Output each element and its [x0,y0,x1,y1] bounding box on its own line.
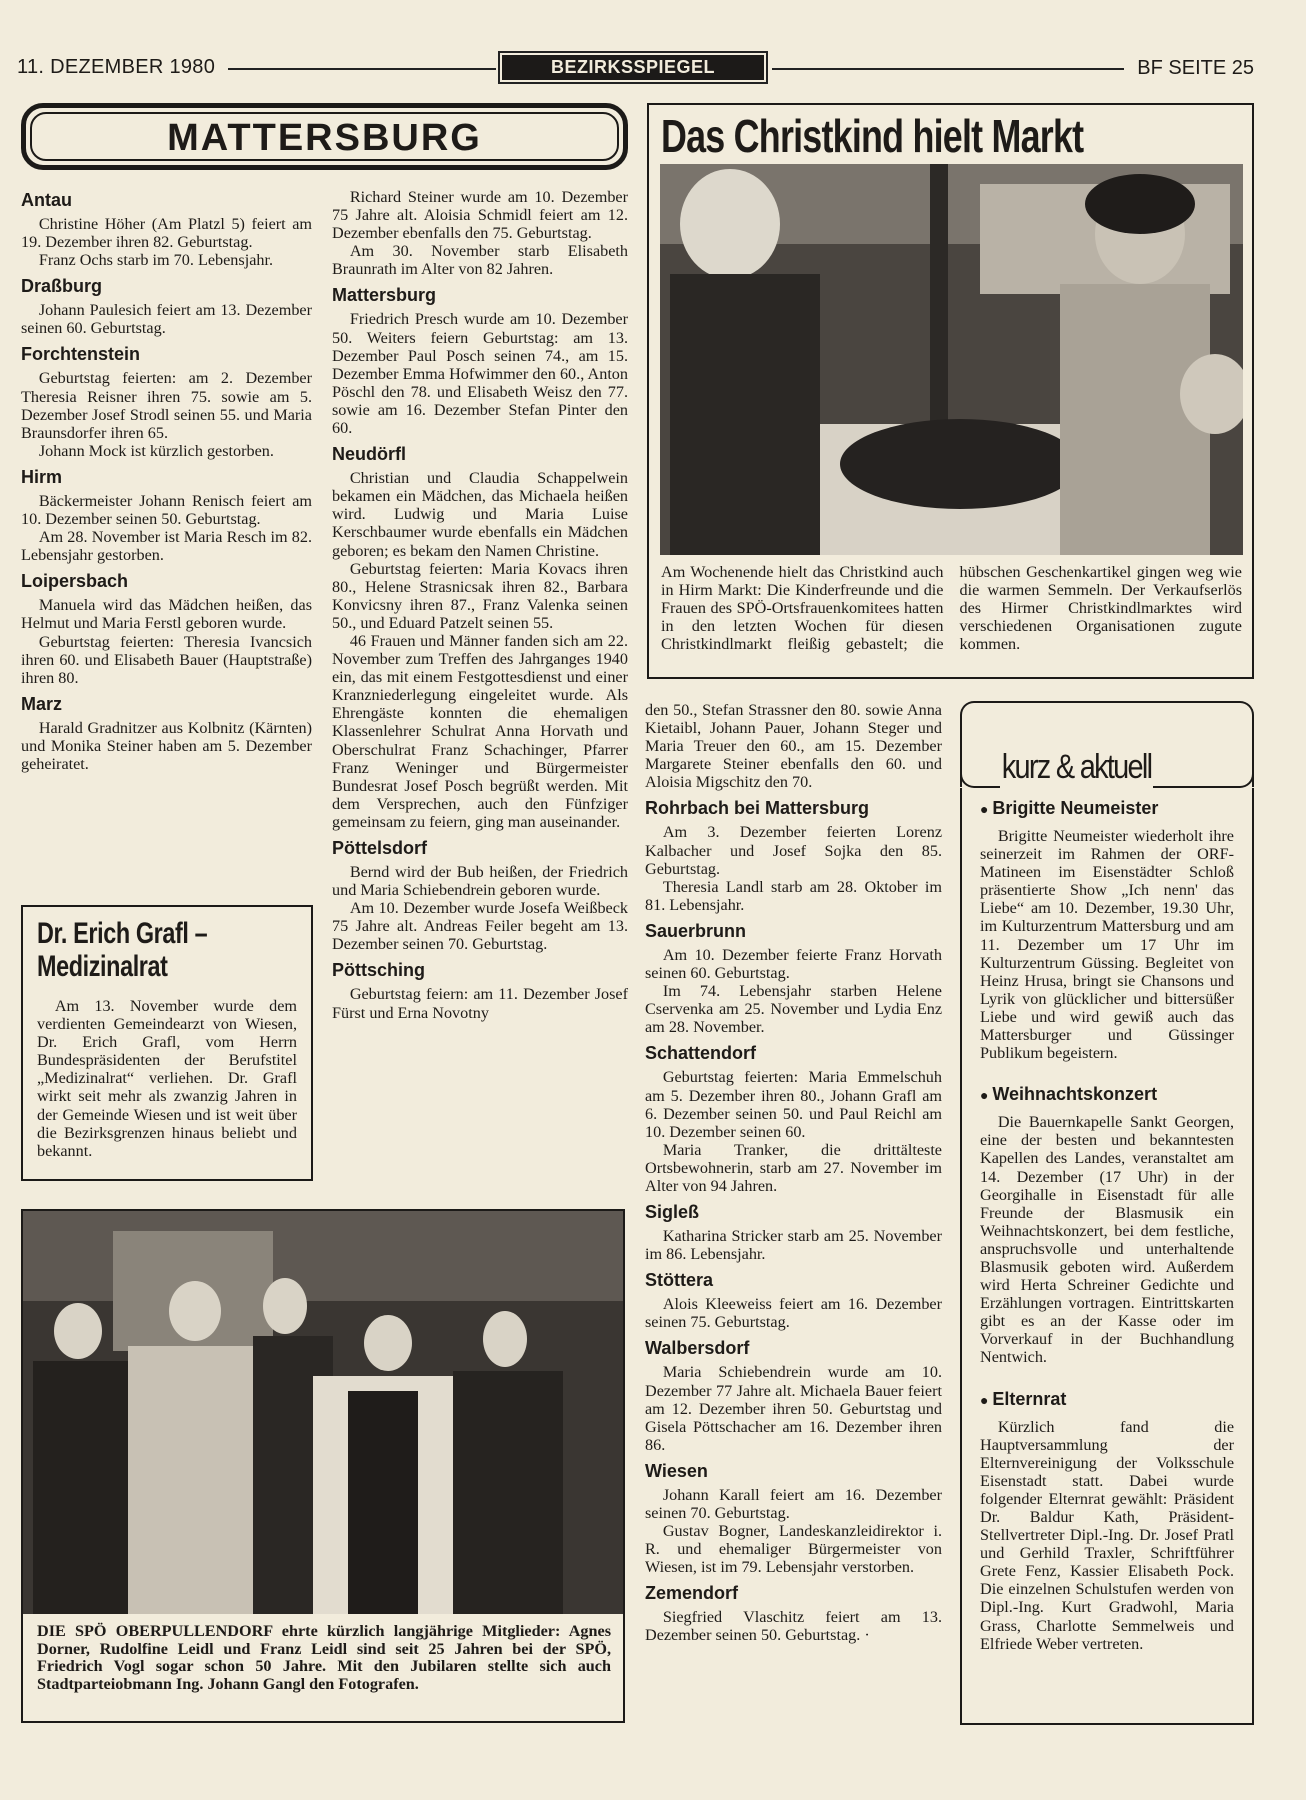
issue-date: 11. DEZEMBER 1980 [17,56,216,78]
section-wiesen [645,1461,942,1576]
section-walbersdorf [645,1338,942,1453]
section-heading: Stöttera [645,1270,714,1291]
caption-lead: DIE SPÖ OBERPULLENDORF [37,1622,273,1640]
section-heading: Rohrbach bei Mattersburg [645,798,870,819]
paragraph: Johann Paulesich feiert am 13. Dezember seinen 60. Geburtstag. [21,301,312,338]
paragraph: Am 10. Dezember feierte Franz Horvath seinen 60. Geburtstag. [645,945,942,983]
kurz-item-title: Weihnachtskonzert [992,1084,1158,1105]
paragraph: Johann Karall feiert am 16. Dezember seinen 70. Geburtstag. [645,1485,942,1522]
paragraph: Christian und Claudia Schappelwein bekamen ein Mädchen, das Michaela heißen wird. Ludwig und Maria Luise Kerschbaumer wurde ebenfalls ein Mädchen geboren; es bekam den Namen Christine. [332,469,628,560]
paragraph: Bäckermeister Johann Renisch feiert am 10. Dezember seinen 50. Geburtstag. [21,491,312,529]
paragraph: Franz Ochs starb im 70. Lebensjahr. [38,251,274,270]
paragraph: Am 10. Dezember wurde Josefa Weißbeck 75 Jahre alt. Andreas Feiler begeht am 13. Dezember seinen 70. Geburtstag. [332,899,628,954]
kurz-item-title: Brigitte Neumeister [992,798,1159,818]
paragraph: Richard Steiner wurde am 10. Dezember 75 Jahre alt. Aloisia Schmidl feiert am 12. Dezember ebenfalls den 75. Geburtstag. [332,188,628,243]
paragraph: Am 3. Dezember feierten Lorenz Kalbacher und Josef Sojka den 85. Geburtstag. [645,823,942,878]
bullet-icon: ● [980,801,993,817]
grafl-box [21,905,313,1181]
paragraph: Am 30. November starb Elisabeth Braunrath im Alter von 82 Jahren. [332,242,628,279]
section-hirm [21,467,312,564]
feature-caption: Am Wochenende hielt das Christkind auch in Hirm Markt: Die Kinderfreunde und die Frauen des SPÖ-Ortsfrauenkomitees hatten in den letzten Wochen für diesen Christkindlmarkt fleißig gebastelt; die hübschen Geschenkartikel gingen weg wie die warmen Semmeln. Der Verkaufserlös des Hirmer Christkindlmarktes wird verschiedenen Organisationen zugute kommen. [661,563,1242,654]
section-heading: Sauerbrunn [645,920,747,941]
section-heading: Draßburg [21,276,102,297]
kurz-item-heading [980,798,1234,819]
section-heading: Sigleß [645,1202,700,1223]
kurz-item-text: Kürzlich fand die Hauptversammlung der Elternvereinigung der Volksschule Eisenstadt statt. Dabei wurde folgender Elternrat gewählt: Präsident Dr. Baldur Kath, Präsident-Stellvertreter Dipl.-Ing. Dr. Josef Pratl und Gerhild Traxler, Schriftführer Grete Fenz, Kassier Elisabeth Pock. Die einzelnen Schulstufen werden von Dipl.-Ing. Kurt Gradwohl, Maria Grass, Charlotte Semmelweis und Elfriede Weber vertreten. [980,1417,1234,1653]
paragraph: Geburtstag feierten: Maria Emmelschuh am 5. Dezember ihren 80., Johann Grafl am 6. Dezember seinen 50. und Paul Reichl am 10. Dezember seinen 60. [645,1068,942,1141]
section-forchtenstein [21,344,312,459]
district-title: MATTERSBURG [30,112,619,161]
bullet-icon: ● [980,1087,993,1104]
section-continued [645,701,942,791]
section-loipersbach [21,571,312,686]
section-mattersburg [332,285,628,437]
section-po-ttelsdorf [332,838,628,953]
section-neudo-rfl [332,444,628,831]
section-antau [21,190,312,269]
section-name: BEZIRKSSPIEGEL [502,55,764,80]
paragraph: Christine Höher (Am Platzl 5) feiert am 19. Dezember ihren 82. Geburtstag. [21,215,312,252]
paragraph: Geburtstag feierten: Maria Kovacs ihren 80., Helene Strasnicsak ihren 82., Barbara Konvicsny ihren 87., Franz Valenka seinen 50., und Eduard Patzelt seinen 55. [332,559,628,632]
paragraph: Harald Gradnitzer aus Kolbnitz (Kärnten) und Monika Steiner haben am 5. Dezember geheiratet. [21,718,312,773]
section-heading: Zemendorf [645,1583,739,1604]
paragraph: Bernd wird der Bub heißen, der Friedrich und Maria Schiebendrein geboren wurde. [332,863,628,900]
paragraph: Manuela wird das Mädchen heißen, das Helmut und Maria Ferstl geboren wurde. [21,596,312,633]
paragraph: Friedrich Presch wurde am 10. Dezember 50. Weiters feiern Geburtstag: am 13. Dezember Paul Posch seinen 74., am 15. Dezember Emma Hofwimmer den 60., Anton Pöschl den 78. und Elisabeth Weisz den 77. sowie am 16. Dezember Stefan Pinter den 60. [332,310,628,438]
grafl-title-1: Dr. Erich Grafl – [37,917,208,950]
paragraph: Geburtstag feierten: am 2. Dezember Theresia Reisner ihren 75. sowie am 5. Dezember Josef Strodl seinen 55. und Maria Braunsdorfer ihren 65. [21,369,312,442]
section-po-ttsching [332,960,628,1021]
section-zemendorf [645,1583,942,1644]
section-heading: Wiesen [645,1460,708,1481]
header-rule [772,68,1124,70]
kurz-item-heading [980,1084,1234,1105]
section-schattendorf [645,1043,942,1195]
section-heading: Pöttelsdorf [332,838,428,858]
column-2 [332,188,628,1022]
feature-box [647,103,1254,679]
paragraph: Maria Tranker, die drittälteste Ortsbewohnerin, starb am 27. November im Alter von 94 Jahren. [645,1140,942,1195]
paragraph: Katharina Stricker starb am 25. November im 86. Lebensjahr. [645,1227,942,1264]
section-marz [21,694,312,773]
section-heading: Mattersburg [332,285,437,306]
section-heading: Forchtenstein [21,344,141,365]
section-badge [498,51,768,84]
christkind-market-photo [660,164,1243,555]
section-sto-ttera [645,1270,942,1331]
paragraph: Im 74. Lebensjahr starben Helene Cservenka am 25. November und Lydia Enz am 28. November. [645,982,942,1037]
section-heading: Neudörfl [332,444,406,465]
column-1 [21,183,312,773]
section-sauerbrunn [645,921,942,1036]
paragraph: Geburtstag feiern: am 11. Dezember Josef Fürst und Erna Novotny [332,985,628,1022]
section-rohrbach-bei-mattersburg [645,798,942,913]
section-heading: Loipersbach [21,571,129,592]
paragraph: Theresia Landl starb am 28. Oktober im 81. Lebensjahr. [645,877,942,914]
paragraph: den 50., Stefan Strassner den 80. sowie Anna Kietaibl, Johann Pauer, Johann Steger und Maria Treuer den 60., am 15. Dezember Margarete Steiner ebenfalls den 60. und Aloisia Migschitz den 70. [645,701,942,792]
kurz-aktuell-box [960,788,1254,1725]
header-rule [228,68,496,70]
paragraph: Geburtstag feierten: Theresia Ivancsich ihren 60. und Elisabeth Bauer (Hauptstraße) ihren 80. [21,632,312,687]
spoe-photo-caption [37,1623,611,1693]
section-heading: Hirm [21,466,63,487]
page-number: BF SEITE 25 [1137,57,1254,79]
section-heading: Antau [21,190,72,210]
paragraph: Johann Mock ist kürzlich gestorben. [38,441,274,460]
section-heading: Schattendorf [645,1043,757,1064]
section-heading: Pöttsching [332,960,425,981]
kurz-item-text: Brigitte Neumeister wiederholt ihre seinerzeit im Rahmen der ORF-Matineen im Eisenstädter Schloß präsentierte Show „Ich nenn' das Liebe“ am 10. Dezember, 19.30 Uhr, im Kulturzentrum Mattersburg und am 11. Dezember um 17 Uhr im Kulturzentrum Güssing. Begleitet von Heinz Hrusa, bringt sie Chansons und Lyrik von glücklicher und bittersüßer Liebe und wird gewiß auch das Mattersburger und Güssinger Publikum begeistern. [980,827,1234,1063]
section-heading: Walbersdorf [645,1338,750,1359]
caption-text: ehrte kürzlich langjährige Mitglieder: Agnes Dorner, Rudolfine Leidl und Franz Leidl sind seit 25 Jahren bei der SPÖ, Friedrich Vogl sogar schon 50 Jahre. Mit den Jubilaren stellte sich auch Stadtparteiobmann Ing. Johann Gangl den Fotografen. [37,1622,611,1693]
district-banner [21,103,628,170]
bullet-icon: ● [980,1391,993,1408]
kurz-item-heading [980,1389,1234,1410]
kurz-title: kurz & aktuell [1000,745,1153,789]
section-sigle [645,1202,942,1263]
kurz-item-text: Die Bauernkapelle Sankt Georgen, eine der besten und bekanntesten Kapellen des Landes, veranstaltet am 14. Dezember (17 Uhr) in der Georgihalle in Eisenstadt für alle Freunde der Blasmusik ein Weihnachtskonzert, bei dem festliche, anspruchsvolle und unterhaltende Blasmusik geboten wird. Außerdem wird Herta Schreiner Gedichte und Erzählungen vortragen. Eintrittskarten gibt es an der Kasse oder im Vorverkauf in der Buchhandlung Nentwich. [980,1113,1234,1367]
spoe-group-photo [23,1211,623,1614]
section-heading: Marz [21,693,63,714]
paragraph: Alois Kleeweiss feiert am 16. Dezember seinen 75. Geburtstag. [645,1295,942,1332]
column-3 [645,701,942,1645]
paragraph: Maria Schiebendrein wurde am 10. Dezember 77 Jahre alt. Michaela Bauer feiert am 12. Dezember ihren 50. Geburtstag und Gisela Pöttschacher am 16. Dezember ihren 86. [645,1363,942,1454]
grafl-title-2: Medizinalrat [37,950,168,983]
kurz-item-title: Elternrat [992,1388,1067,1409]
grafl-text: Am 13. November wurde dem verdienten Gemeindearzt von Wiesen, Dr. Erich Grafl, vom Herrn Bundespräsidenten der Berufstitel „Medizinalrat“ verliehen. Dr. Grafl wirkt seit mehr als zwanzig Jahren in der Gemeinde Wiesen und ist weit über die Bezirksgrenzen hinaus beliebt und bekannt. [37,997,297,1160]
paragraph: Gustav Bogner, Landeskanzleidirektor i. R. und ehemaliger Bürgermeister von Wiesen, ist im 79. Lebensjahr verstorben. [645,1522,942,1577]
paragraph: Am 28. November ist Maria Resch im 82. Lebensjahr gestorben. [21,528,312,565]
paragraph: Siegfried Vlaschitz feiert am 13. Dezember seinen 50. Geburtstag. · [645,1608,942,1645]
section-continued [332,188,628,278]
spoe-photo-box [21,1209,625,1723]
paragraph: 46 Frauen und Männer fanden sich am 22. November zum Treffen des Jahrganges 1940 ein, das mit einem Festgottesdienst und einer Kranzniederlegung eingeleitet wurde. Als Ehrengäste konnten die ehemaligen Klassenlehrer Schulrat Anna Horvath und Oberschulrat Franz Schachinger, Pfarrer Franz Weninger und Bürgermeister Bundesrat Josef Posch begrüßt werden. Mit dem Versprechen, auch den Fünfziger gemeinsam zu feiern, ging man auseinander. [332,631,628,831]
section-dra-burg [21,276,312,337]
feature-title: Das Christkind hielt Markt [661,110,1084,162]
